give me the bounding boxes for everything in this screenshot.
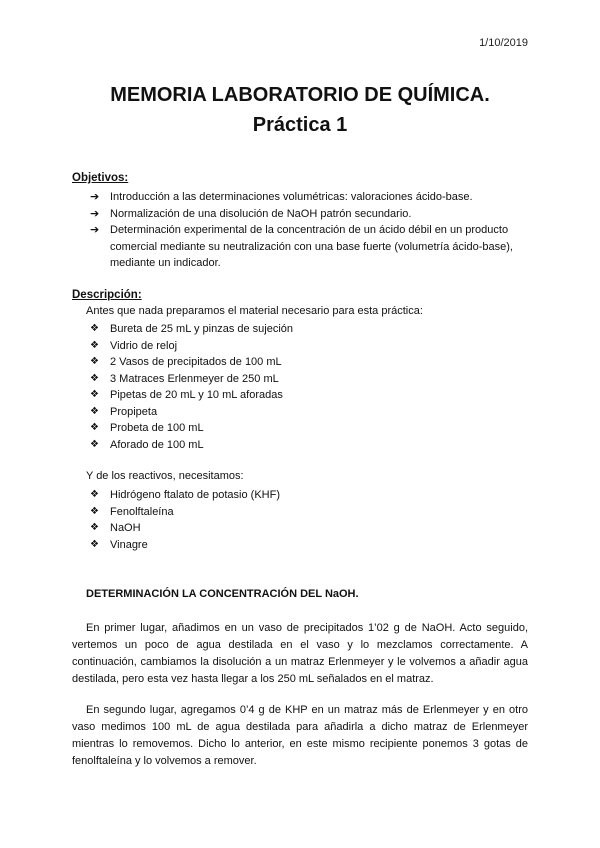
list-item: ➔ Introducción a las determinaciones volumétricas: valoraciones ácido-base. [90,189,540,206]
objetivos-list [90,189,540,272]
diamond-bullet-icon: ❖ [90,389,99,400]
list-item: ❖ Pipetas de 20 mL y 10 mL aforadas [90,387,490,404]
diamond-bullet-icon: ❖ [90,522,99,533]
determinacion-heading: DETERMINACIÓN LA CONCENTRACIÓN DEL NaOH. [86,588,359,600]
diamond-bullet-icon: ❖ [90,489,99,500]
diamond-bullet-icon: ❖ [90,356,99,367]
descripcion-heading: Descripción: [72,289,142,301]
arrow-icon: ➔ [90,224,100,236]
list-item: ➔ Normalización de una disolución de NaOH patrón secundario. [90,206,540,223]
list-item: ❖ Vidrio de reloj [90,338,490,355]
material-list [90,321,490,453]
paragraph-2: En segundo lugar, agregamos 0’4 g de KHP en un matraz más de Erlenmeyer y en otro vaso medimos 100 mL de agua destilada para añadirla a dicho matraz de Erlenmeyer mientras lo removemos. Dicho lo anterior, en este mismo recipiente ponemos 3 gotas de fenolftaleína y lo volvemos a remover. [72,704,528,767]
reactivos-intro: Y de los reactivos, necesitamos: [86,470,244,482]
title-line-1: MEMORIA LABORATORIO DE QUÍMICA. [110,84,490,106]
arrow-icon: ➔ [90,207,100,220]
list-item: ❖ 2 Vasos de precipitados de 100 mL [90,354,490,371]
list-item: ❖ Propipeta [90,404,490,421]
diamond-bullet-icon: ❖ [90,323,99,334]
diamond-bullet-icon: ❖ [90,405,99,417]
arrow-icon: ➔ [90,191,100,203]
list-item: ❖ NaOH [90,520,490,537]
diamond-bullet-icon: ❖ [90,538,99,550]
paragraph-1: En primer lugar, añadimos en un vaso de precipitados 1’02 g de NaOH. Acto seguido, vertemos un poco de agua destilada en el vaso y lo mezclamos correctamente. A continuación, cambiamos la disolución a un matraz Erlenmeyer y le volvemos a añadir agua destilada, pero esta vez hasta llegar a los 250 mL señalados en el matraz. [72,622,528,685]
list-item: ❖ Hidrógeno ftalato de potasio (KHF) [90,487,490,504]
objetivos-heading: Objetivos: [72,172,129,184]
diamond-bullet-icon: ❖ [90,339,99,351]
diamond-bullet-icon: ❖ [90,505,99,517]
reactivos-list [90,487,490,553]
list-item: ➔ Determinación experimental de la concentración de un ácido débil en un producto comercial mediante su neutralización con una base fuerte (volumetría ácido-base), mediante un indicador. [90,224,513,269]
list-item: ❖ Bureta de 25 mL y pinzas de sujeción [90,321,490,338]
document-date: 1/10/2019 [479,37,528,49]
material-intro: Antes que nada preparamos el material necesario para esta práctica: [86,305,423,317]
list-item: ❖ Fenolftaleína [90,504,490,521]
list-item: ❖ Probeta de 100 mL [90,420,490,437]
diamond-bullet-icon: ❖ [90,422,99,433]
title-line-2: Práctica 1 [252,114,348,136]
diamond-bullet-icon: ❖ [90,438,99,450]
list-item: ❖ 3 Matraces Erlenmeyer de 250 mL [90,371,490,388]
diamond-bullet-icon: ❖ [90,372,99,384]
list-item: ❖ Vinagre [90,537,490,554]
list-item: ❖ Aforado de 100 mL [90,437,490,454]
document-title [0,80,600,140]
